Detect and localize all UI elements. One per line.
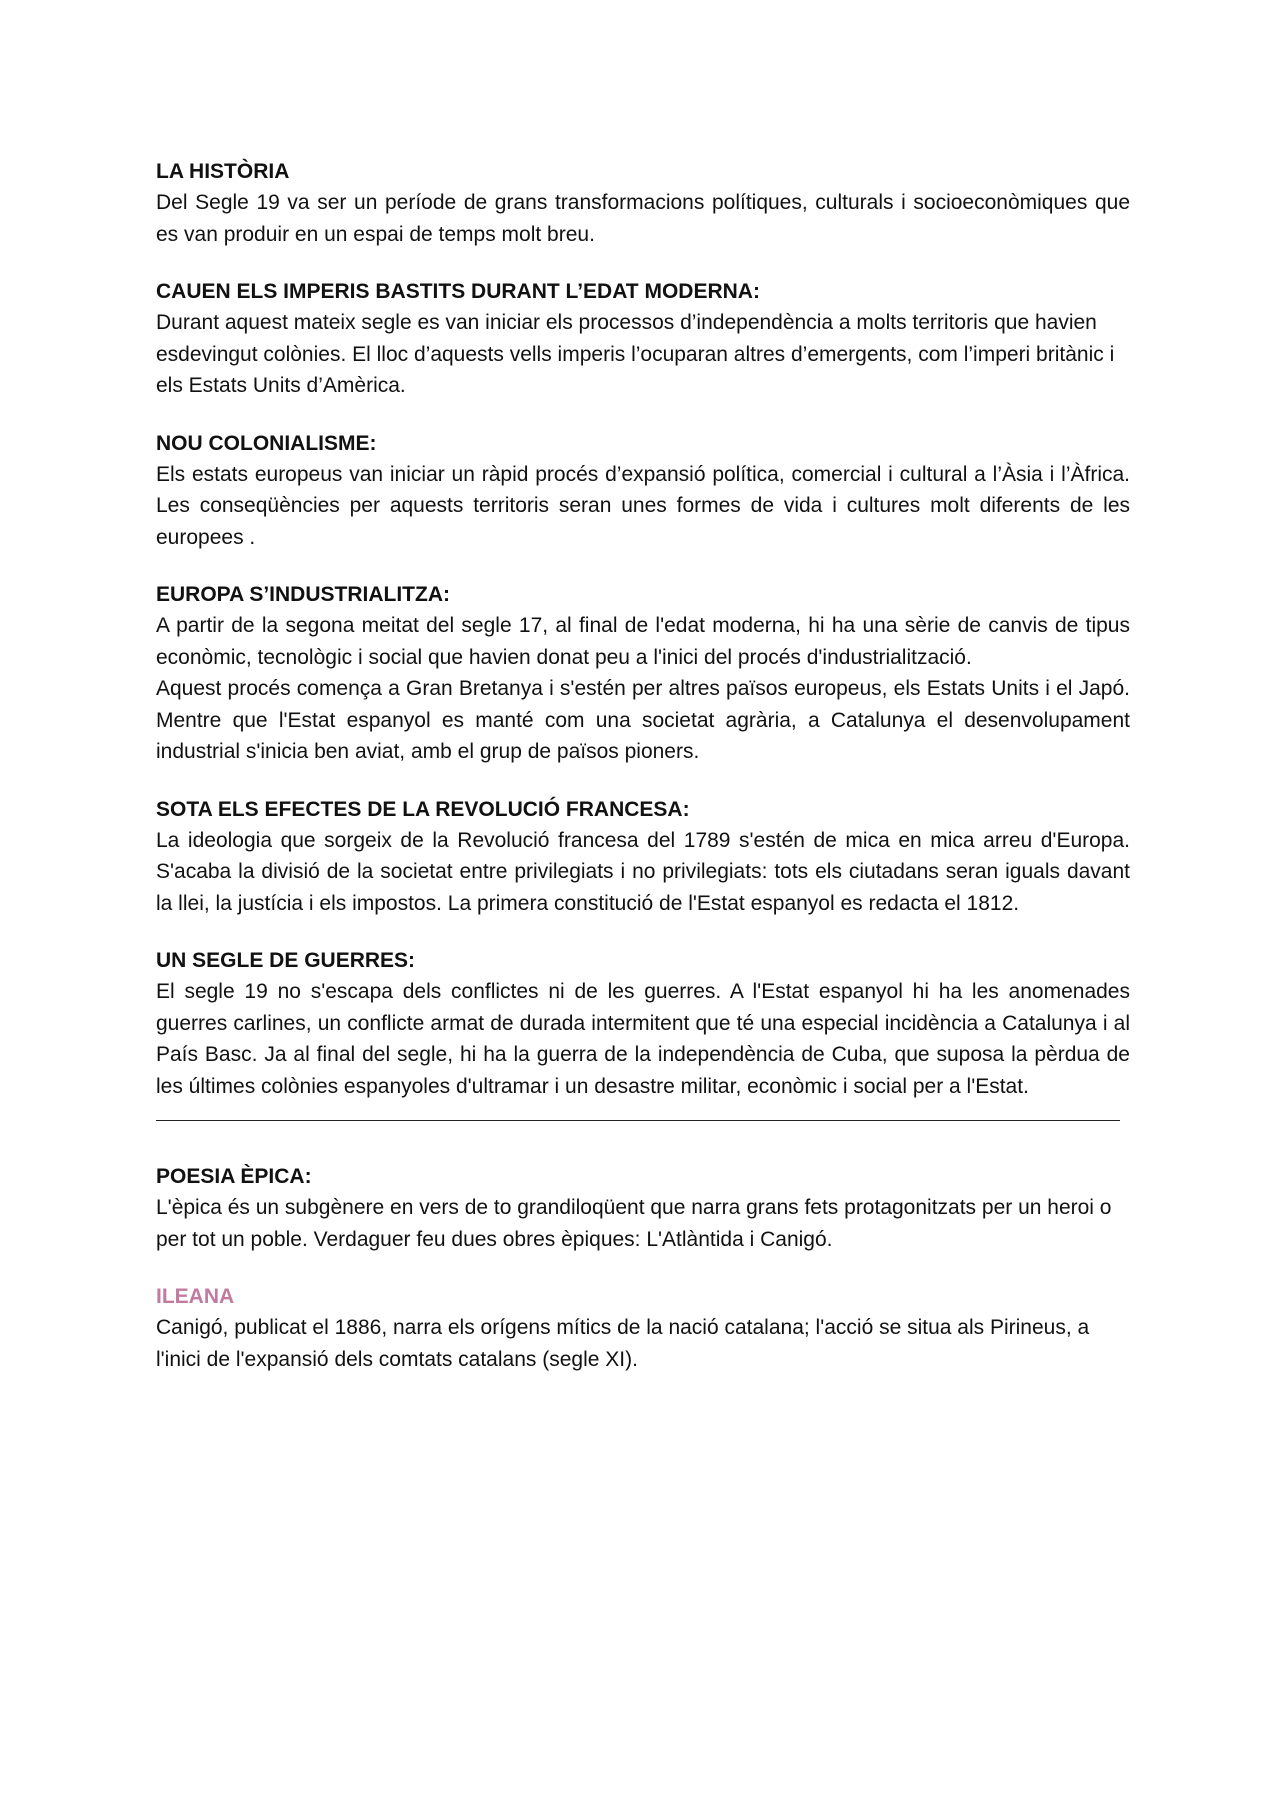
section-ileana — [156, 1281, 1130, 1375]
section-paragraph: Aquest procés comença a Gran Bretanya i s'estén per altres països europeus, els Estats Units i el Japó. Mentre que l'Estat espanyol es manté com una societat agrària, a Catalunya el desenvolupament industrial s'inicia ben aviat, amb el grup de països pioners. — [156, 677, 1130, 763]
section-heading-accent: ILEANA — [156, 1285, 235, 1308]
horizontal-divider — [156, 1120, 1120, 1121]
section-europa-industrialitza — [156, 579, 1130, 768]
section-heading: LA HISTÒRIA — [156, 160, 290, 183]
section-paragraph: L'èpica és un subgènere en vers de to grandiloqüent que narra grans fets protagonitzats per un heroi o per tot un poble. Verdaguer feu dues obres èpiques: L'Atlàntida i Canigó. — [156, 1196, 1112, 1251]
section-revolucio-francesa — [156, 794, 1130, 920]
section-heading: SOTA ELS EFECTES DE LA REVOLUCIÓ FRANCESA: — [156, 797, 690, 821]
section-la-historia — [156, 156, 1130, 250]
section-paragraph: La ideologia que sorgeix de la Revolució francesa del 1789 s'estén de mica en mica arreu d'Europa. S'acaba la divisió de la societat entre privilegiats i no privilegiats: tots els ciutadans seran iguals davant la llei, la justícia i els impostos. La primera constitució de l'Estat espanyol es redacta el 1812. — [156, 828, 1130, 915]
section-paragraph: Durant aquest mateix segle es van iniciar els processos d’independència a molts territoris que havien esdevingut colònies. El lloc d’aquests vells imperis l’ocuparan altres d’emergents, com l’imperi britànic i els Estats Units d’Amèrica. — [156, 311, 1115, 397]
section-paragraph: Canigó, publicat el 1886, narra els orígens mítics de la nació catalana; l'acció se situa als Pirineus, a l'inici de l'expansió dels comtats catalans (segle XI). — [156, 1316, 1090, 1371]
section-poesia-epica — [156, 1161, 1130, 1255]
section-paragraph: A partir de la segona meitat del segle 17, al final de l'edat moderna, hi ha una sèrie de canvis de tipus econòmic, tecnològic i social que havien donat peu a l'inici del procés d'industrialització. — [156, 614, 1130, 669]
section-heading: EUROPA S’INDUSTRIALITZA: — [156, 583, 450, 606]
section-cauen-els-imperis — [156, 276, 1130, 402]
section-heading: UN SEGLE DE GUERRES: — [156, 949, 416, 972]
document-page — [156, 156, 1130, 1401]
section-paragraph: Del Segle 19 va ser un període de grans transformacions polítiques, culturals i socioeconòmiques que es van produir en un espai de temps molt breu. — [156, 191, 1130, 246]
section-paragraph: Els estats europeus van iniciar un ràpid procés d’expansió política, comercial i cultural a l’Àsia i l’Àfrica. Les conseqüències per aquests territoris seran unes formes de vida i cultures molt diferents de les europees . — [156, 462, 1130, 549]
section-segle-de-guerres — [156, 945, 1130, 1102]
section-paragraph: El segle 19 no s'escapa dels conflictes ni de les guerres. A l'Estat espanyol hi ha les anomenades guerres carlines, un conflicte armat de durada intermitent que té una especial incidència a Catalunya i al País Basc. Ja al final del segle, hi ha la guerra de la independència de Cuba, que suposa la pèrdua de les últimes colònies espanyoles d'ultramar i un desastre militar, econòmic i social per a l'Estat. — [156, 980, 1130, 1098]
section-heading: POESIA ÈPICA: — [156, 1165, 312, 1188]
section-heading: CAUEN ELS IMPERIS BASTITS DURANT L’EDAT MODERNA: — [156, 280, 760, 303]
section-heading: NOU COLONIALISME: — [156, 431, 377, 455]
section-nou-colonialisme — [156, 428, 1130, 554]
